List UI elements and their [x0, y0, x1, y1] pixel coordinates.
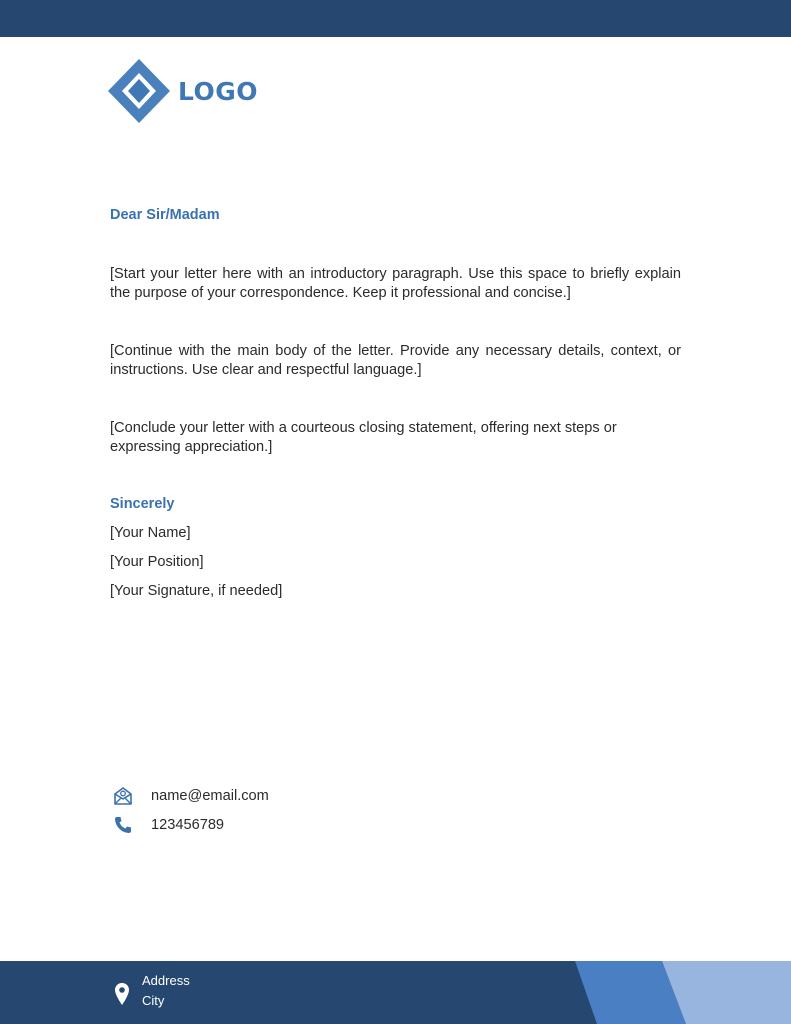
signature-position: [Your Position] — [110, 554, 204, 570]
header-bar — [0, 0, 791, 37]
contact-email — [112, 784, 269, 808]
phone-icon — [112, 814, 134, 836]
email-text[interactable]: name@email.com — [151, 788, 269, 804]
footer-bar — [0, 961, 791, 1024]
diamond-logo-icon — [106, 57, 172, 125]
envelope-icon — [112, 785, 134, 807]
conclusion-paragraph: [Conclude your letter with a courteous closing statement, offering next steps or expressing appreciation.] — [110, 420, 617, 455]
greeting: Dear Sir/Madam — [110, 207, 220, 223]
city-text: City — [142, 993, 165, 1008]
phone-text[interactable]: 123456789 — [151, 817, 225, 833]
company-logo — [106, 57, 258, 125]
intro-paragraph: [Start your letter here with an introductory paragraph. Use this space to briefly explain the purpose of your correspondence. Keep it professional and concise.] — [110, 266, 681, 301]
logo-text: LOGO — [178, 76, 259, 106]
signature-name: [Your Name] — [110, 525, 191, 541]
body-paragraph: [Continue with the main body of the letter. Provide any necessary details, context, or instructions. Use clear and respectful language.] — [110, 343, 681, 378]
contact-phone — [112, 813, 224, 837]
closing: Sincerely — [110, 496, 175, 512]
signature-line: [Your Signature, if needed] — [110, 583, 283, 599]
address-text: Address — [142, 973, 190, 988]
location-pin-icon — [114, 982, 130, 1011]
